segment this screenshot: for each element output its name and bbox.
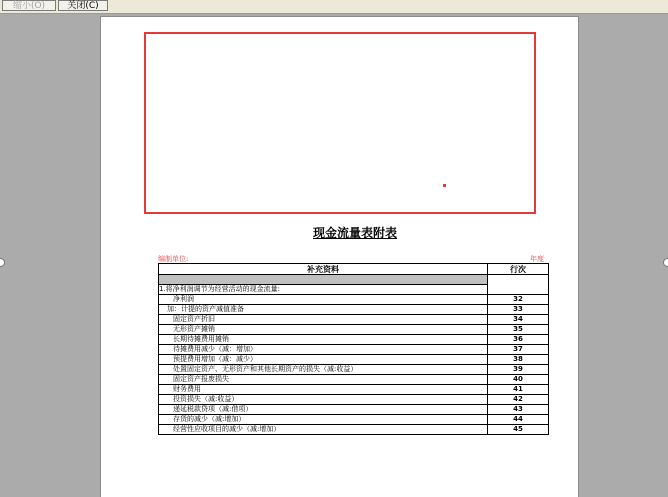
left-resize-handle[interactable] — [0, 258, 5, 267]
row-label: 固定资产报废损失 — [159, 375, 488, 385]
row-line: 33 — [488, 305, 549, 315]
row-label: 加：计提的资产减值准备 — [159, 305, 488, 315]
table-row — [159, 345, 549, 355]
row-line: 39 — [488, 365, 549, 375]
table-row — [159, 295, 549, 305]
table-row — [159, 315, 549, 325]
cashflow-supplement-table — [158, 263, 549, 435]
row-line: 44 — [488, 415, 549, 425]
row-line: 38 — [488, 355, 549, 365]
selection-frame — [144, 32, 536, 214]
row-label: 待摊费用减少（减：增加） — [159, 345, 488, 355]
column-header-line: 行次 — [488, 264, 549, 275]
row-line: 42 — [488, 395, 549, 405]
row-label: 净利润 — [159, 295, 488, 305]
table-row — [159, 305, 549, 315]
row-line: 43 — [488, 405, 549, 415]
row-label: 固定资产折旧 — [159, 315, 488, 325]
row-line: 35 — [488, 325, 549, 335]
row-line: 32 — [488, 295, 549, 305]
unit-label: 编制单位: — [158, 255, 189, 263]
section-heading: 1.将净利润调节为经营活动的现金流量: — [159, 285, 488, 295]
selection-marker — [443, 184, 446, 187]
table-row — [159, 395, 549, 405]
row-label: 递延税款贷项（减:借项） — [159, 405, 488, 415]
row-label: 财务费用 — [159, 385, 488, 395]
year-label: 年度 — [530, 255, 544, 263]
row-label: 长期待摊费用摊销 — [159, 335, 488, 345]
close-button[interactable]: 关闭(C) — [58, 0, 108, 11]
table-body — [159, 295, 549, 435]
right-resize-handle[interactable] — [663, 258, 668, 267]
row-label: 预提费用增加（减：减少） — [159, 355, 488, 365]
row-line: 36 — [488, 335, 549, 345]
table-header-row — [159, 264, 549, 275]
table-row — [159, 425, 549, 435]
row-label: 存货的减少（减:增加） — [159, 415, 488, 425]
blank-line-cell — [488, 275, 549, 295]
table-row — [159, 365, 549, 375]
report-title: 现金流量表附表 — [312, 226, 397, 240]
print-preview-toolbar — [0, 0, 668, 14]
row-line: 37 — [488, 345, 549, 355]
table-row — [159, 325, 549, 335]
zoom-out-button[interactable]: 缩小(O) — [2, 0, 56, 11]
table-row — [159, 415, 549, 425]
row-label: 经营性应收项目的减少（减:增加） — [159, 425, 488, 435]
row-label: 投资损失（减:收益） — [159, 395, 488, 405]
shaded-cell — [159, 275, 488, 285]
row-line: 45 — [488, 425, 549, 435]
table-row — [159, 385, 549, 395]
row-line: 41 — [488, 385, 549, 395]
table-row — [159, 275, 549, 285]
table-row — [159, 375, 549, 385]
row-line: 34 — [488, 315, 549, 325]
column-header-supplement: 补充资料 — [159, 264, 488, 275]
table-row — [159, 335, 549, 345]
row-label: 无形资产摊销 — [159, 325, 488, 335]
table-row — [159, 405, 549, 415]
row-line: 40 — [488, 375, 549, 385]
row-label: 处置固定资产、无形资产和其他长期资产的损失（减:收益） — [159, 365, 488, 375]
table-row — [159, 355, 549, 365]
